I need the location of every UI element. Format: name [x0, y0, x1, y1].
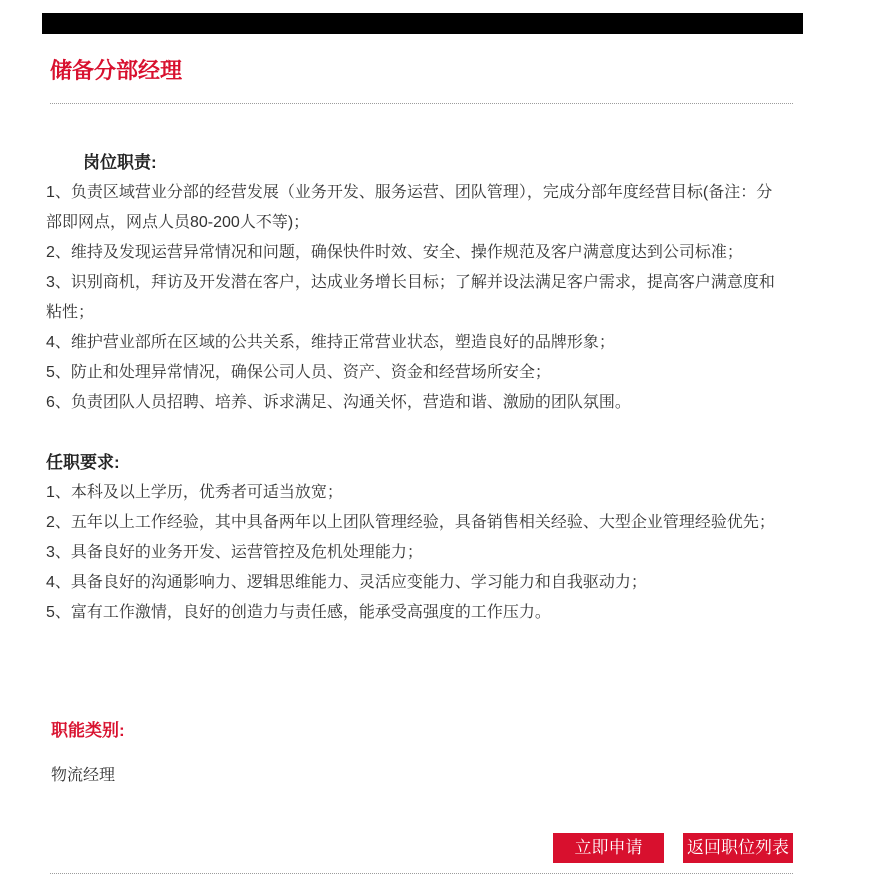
requirement-item: 3、具备良好的业务开发、运营管控及危机处理能力；	[46, 544, 423, 561]
bottom-separator	[50, 873, 793, 874]
back-to-job-list-button[interactable]: 返回职位列表	[683, 833, 793, 863]
job-description	[46, 148, 786, 628]
apply-now-button[interactable]: 立即申请	[553, 833, 664, 863]
responsibility-item: 6、负责团队人员招聘、培养、诉求满足、沟通关怀，营造和谐、激励的团队氛围。	[46, 394, 631, 411]
responsibility-item: 3、识别商机，拜访及开发潜在客户，达成业务增长目标；了解并设法满足客户需求，提高客户满意度和粘性；	[46, 274, 775, 321]
requirement-item: 1、本科及以上学历，优秀者可适当放宽；	[46, 484, 343, 501]
requirements-heading: 任职要求:	[46, 453, 120, 472]
category-value: 物流经理	[51, 767, 116, 784]
top-banner-bar	[42, 13, 803, 34]
category-label: 职能类别:	[51, 721, 125, 740]
requirement-item: 4、具备良好的沟通影响力、逻辑思维能力、灵活应变能力、学习能力和自我驱动力；	[46, 574, 647, 591]
title-separator	[50, 103, 793, 104]
requirement-item: 5、富有工作激情，良好的创造力与责任感，能承受高强度的工作压力。	[46, 604, 551, 621]
responsibility-item: 1、负责区域营业分部的经营发展（业务开发、服务运营、团队管理），完成分部年度经营目标(备注：分部即网点，网点人员80-200人不等)；	[46, 184, 773, 231]
requirement-item: 2、五年以上工作经验，其中具备两年以上团队管理经验，具备销售相关经验、大型企业管理经验优先；	[46, 514, 775, 531]
responsibility-item: 5、防止和处理异常情况，确保公司人员、资产、资金和经营场所安全；	[46, 364, 551, 381]
responsibility-item: 2、维持及发现运营异常情况和问题，确保快件时效、安全、操作规范及客户满意度达到公司标准；	[46, 244, 743, 261]
responsibility-item: 4、维护营业部所在区域的公共关系，维持正常营业状态，塑造良好的品牌形象；	[46, 334, 615, 351]
responsibilities-heading: 岗位职责:	[83, 153, 157, 172]
page-title: 储备分部经理	[50, 58, 183, 83]
action-button-row	[46, 833, 793, 863]
